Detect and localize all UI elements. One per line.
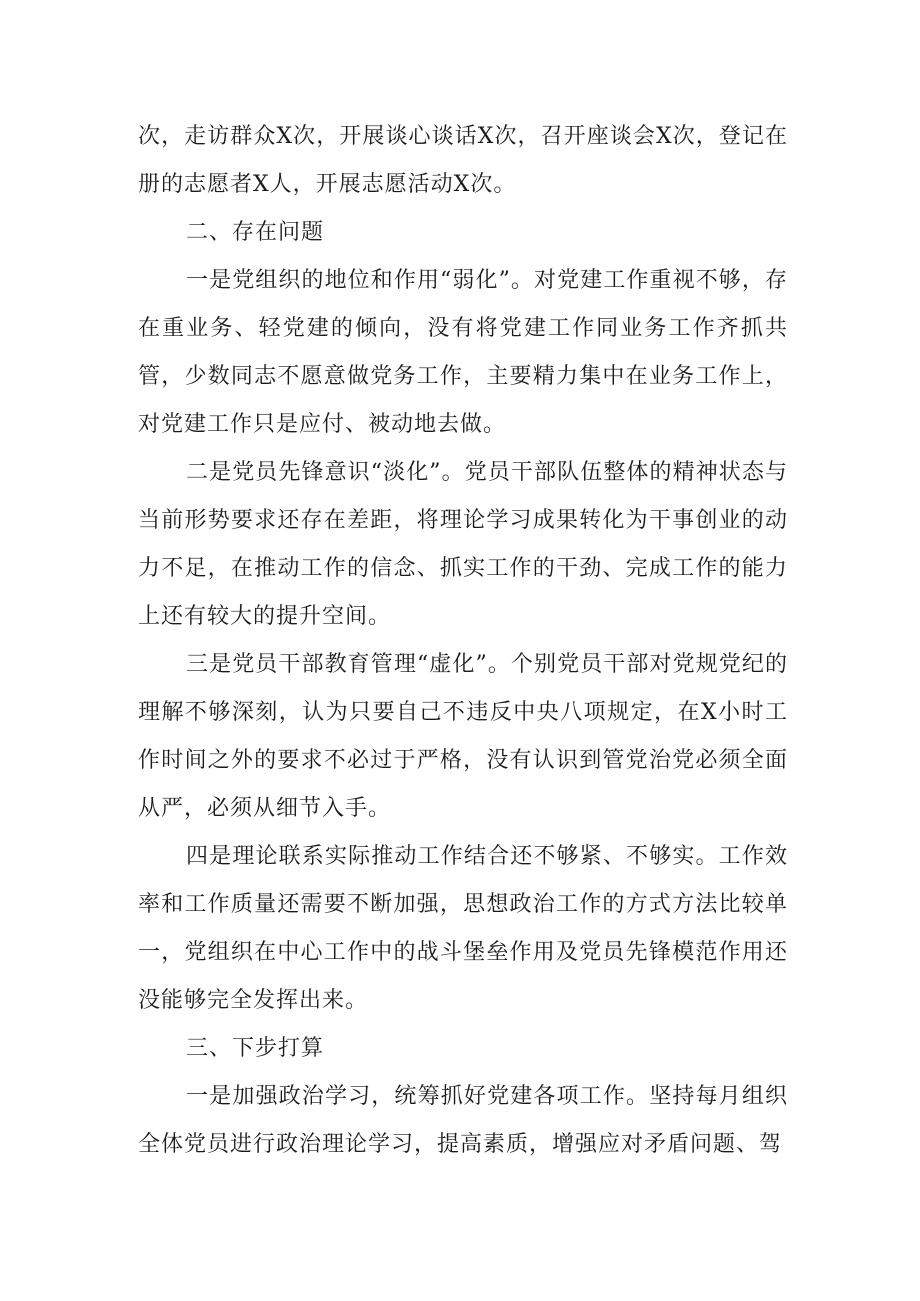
section-heading-next-steps: 三、下步打算: [186, 1036, 325, 1061]
paragraph-problem-4: 四是理论联系实际推动工作结合还不够紧、不够实。工作效率和工作质量还需要不断加强，思想政治工作的方式方法比较单一，党组织在中心工作中的战斗堡垒作用及党员先锋模范作用还没能够完全发挥出来。: [138, 844, 788, 1013]
section-heading-problems: 二、存在问题: [186, 220, 325, 245]
paragraph-problem-3: 三是党员干部教育管理“虚化”。个别党员干部对党规党纪的理解不够深刻，认为只要自己不违反中央八项规定，在X小时工作时间之外的要求不必过于严格，没有认识到管党治党必须全面从严，必须从细节入手。: [138, 652, 788, 821]
paragraph-plan-1: 一是加强政治学习，统筹抓好党建各项工作。坚持每月组织全体党员进行政治理论学习，提高素质，增强应对矛盾问题、驾: [138, 1084, 788, 1157]
paragraph-continuation: 次，走访群众X次，开展谈心谈话X次，召开座谈会X次，登记在册的志愿者X人，开展志愿活动X次。: [138, 124, 788, 197]
document-body: [138, 113, 788, 1169]
paragraph-problem-1: 一是党组织的地位和作用“弱化”。对党建工作重视不够，存在重业务、轻党建的倾向，没有将党建工作同业务工作齐抓共管，少数同志不愿意做党务工作，主要精力集中在业务工作上，对党建工作只是应付、被动地去做。: [138, 268, 788, 437]
paragraph-problem-2: 二是党员先锋意识“淡化”。党员干部队伍整体的精神状态与当前形势要求还存在差距，将理论学习成果转化为干事创业的动力不足，在推动工作的信念、抓实工作的干劲、完成工作的能力上还有较大的提升空间。: [138, 460, 788, 629]
